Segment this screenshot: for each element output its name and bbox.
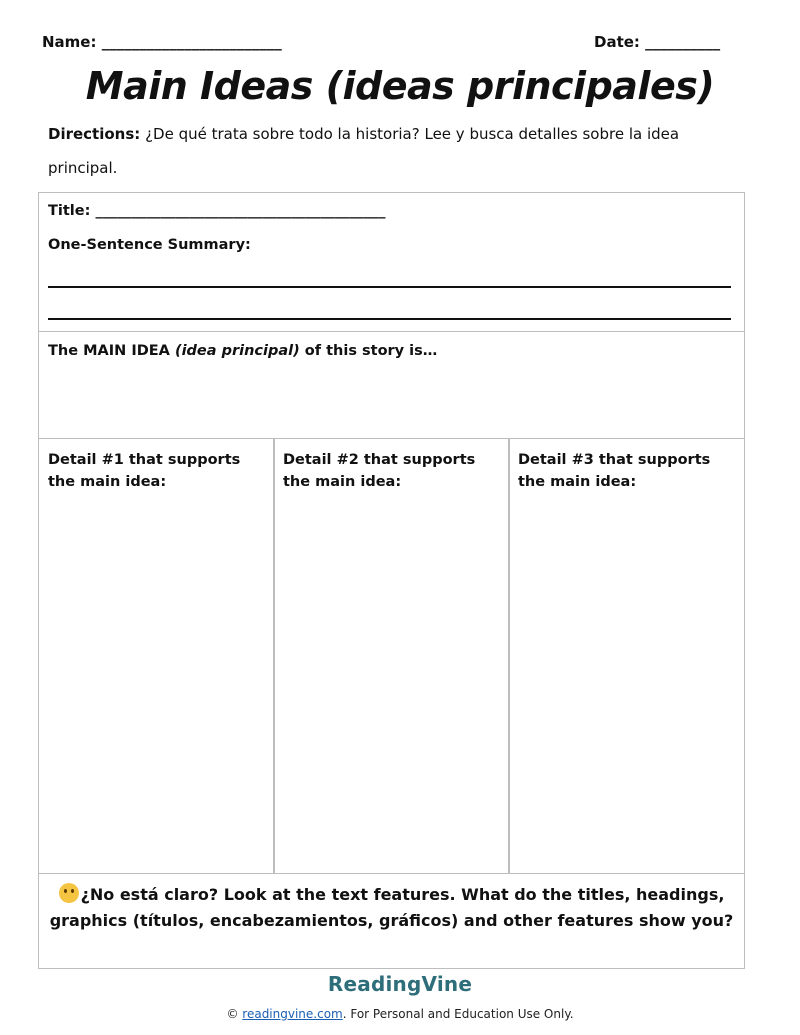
directions-label: Directions: bbox=[48, 125, 141, 143]
title-field-label: Title: ________________________________________ bbox=[48, 203, 386, 219]
main-idea-suffix: of this story is… bbox=[299, 343, 438, 359]
thinking-face-icon bbox=[59, 883, 79, 903]
summary-line-2[interactable] bbox=[48, 318, 731, 320]
date-field-label: Date: __________ bbox=[594, 33, 721, 51]
main-idea-label bbox=[48, 343, 437, 359]
directions-text: ¿De qué trata sobre todo la historia? Lee y busca detalles sobre la idea principal. bbox=[48, 125, 680, 177]
tip-box bbox=[38, 873, 745, 969]
footer-link[interactable]: readingvine.com bbox=[242, 1007, 343, 1021]
tip-text: ¿No está claro? Look at the text features. What do the titles, headings, graphics (títulos, encabezamientos, gráficos) and other features show you? bbox=[49, 885, 734, 930]
page-title: Main Ideas (ideas principales) bbox=[85, 64, 715, 108]
detail-1-label: Detail #1 that supports the main idea: bbox=[48, 452, 241, 490]
main-idea-prefix: The MAIN IDEA bbox=[48, 343, 175, 359]
detail-2-label: Detail #2 that supports the main idea: bbox=[283, 452, 476, 490]
name-field-label: Name: ________________________ bbox=[42, 33, 282, 51]
detail-3-label: Detail #3 that supports the main idea: bbox=[518, 452, 711, 490]
details-divider-1 bbox=[273, 439, 275, 873]
details-box bbox=[38, 438, 745, 874]
details-divider-2 bbox=[508, 439, 510, 873]
main-idea-italic: (idea principal) bbox=[174, 343, 300, 359]
copyright-symbol: © bbox=[226, 1007, 239, 1021]
directions bbox=[48, 117, 728, 185]
footer-rest: . For Personal and Education Use Only. bbox=[342, 1007, 574, 1021]
tip-text-wrapper bbox=[49, 882, 734, 934]
footer bbox=[0, 1007, 800, 1021]
summary-line-1[interactable] bbox=[48, 286, 731, 288]
summary-label: One-Sentence Summary: bbox=[48, 237, 251, 253]
brand-logo: ReadingVine bbox=[327, 972, 473, 996]
